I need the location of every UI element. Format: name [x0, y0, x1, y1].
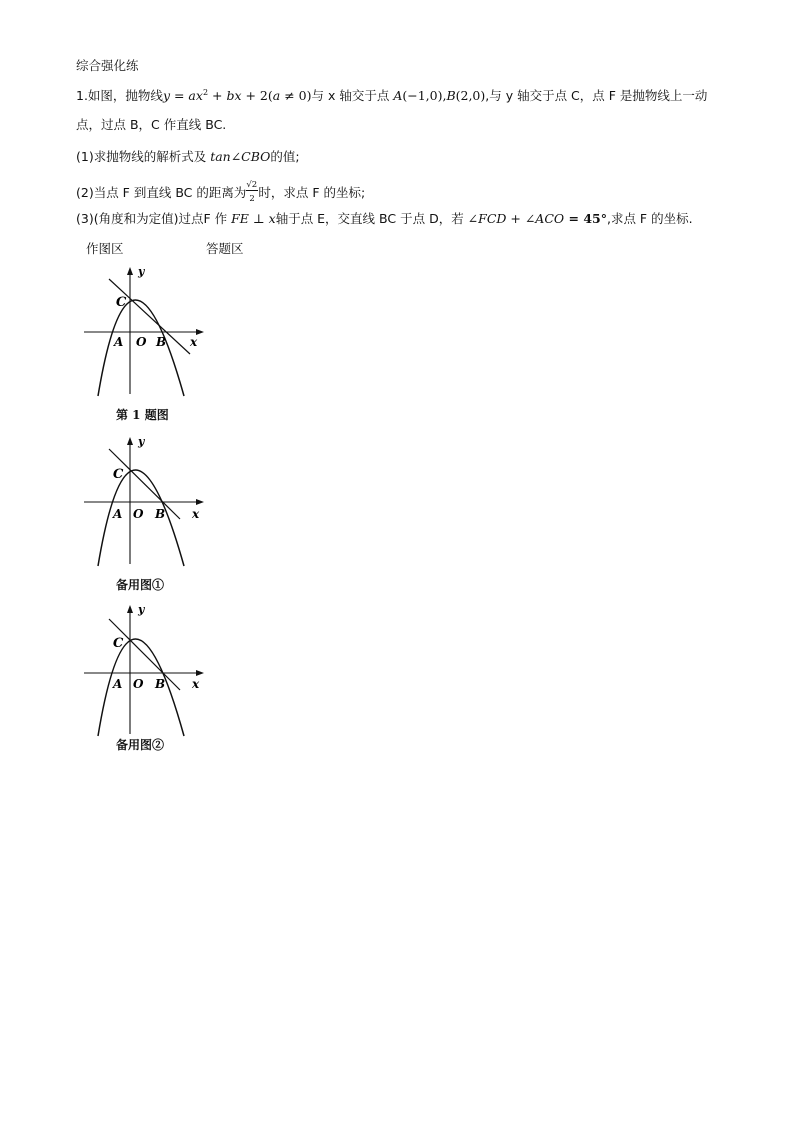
segment-fe: FE — [231, 211, 249, 226]
problem-intersect-y: ,与 y 轴交于点 C，点 F 是抛物线上一动 — [485, 88, 708, 103]
label-b: B — [155, 507, 166, 521]
question-1 — [76, 149, 300, 165]
fraction-numerator: √2 — [246, 180, 258, 190]
x-axis-arrow — [196, 499, 204, 505]
label-y: y — [138, 435, 145, 448]
section-title: 综合强化练 — [76, 58, 139, 73]
fraction-denominator: 2 — [249, 194, 255, 204]
eq-bx: bx — [226, 88, 242, 103]
eq-equals: = — [170, 88, 189, 103]
label-y: y — [138, 265, 145, 278]
figure-2-caption: 备用图① — [116, 578, 165, 592]
point-b-coord: (2,0) — [455, 88, 486, 103]
x-axis-arrow — [196, 329, 204, 335]
label-y: y — [138, 603, 145, 616]
label-b: B — [156, 335, 167, 349]
figure-1-caption: 第 1 题图 — [116, 408, 169, 422]
question-1-tan: tan∠CBO — [210, 149, 271, 164]
figure-3-graph — [80, 600, 210, 740]
question-2-end: 时，求点 F 的坐标; — [258, 185, 366, 200]
problem-line-1 — [76, 88, 707, 104]
question-3-mid: 轴于点 E，交直线 BC 于点 D，若 — [275, 211, 468, 226]
figure-1-graph — [80, 262, 210, 402]
label-a: A — [113, 677, 123, 691]
label-a: A — [113, 507, 123, 521]
figure-2-graph — [80, 432, 210, 572]
y-axis-arrow — [127, 605, 133, 613]
label-x: x — [192, 677, 200, 691]
question-1-end: 的值; — [270, 149, 300, 164]
y-axis-arrow — [127, 437, 133, 445]
fraction-root2-over-2 — [246, 179, 258, 203]
question-3-text: (3)(角度和为定值)过点F 作 — [76, 211, 232, 226]
angle-fcd: ∠FCD — [467, 211, 507, 226]
question-3-end: ,求点 F 的坐标. — [606, 211, 693, 226]
question-2-text: (2)当点 F 到直线 BC 的距离为 — [76, 185, 247, 200]
eq-y: y — [162, 88, 170, 103]
x-axis-arrow — [196, 670, 204, 676]
question-1-text: (1)求抛物线的解析式及 — [76, 149, 211, 164]
y-axis-arrow — [127, 267, 133, 275]
angle-plus: + — [506, 211, 525, 226]
figure-3-caption: 备用图② — [116, 738, 165, 752]
label-x: x — [190, 335, 198, 349]
label-c: C — [113, 636, 124, 651]
perp-symbol: ⊥ — [248, 211, 269, 226]
point-sep: , — [442, 88, 447, 103]
answer-area-label: 答题区 — [206, 241, 244, 256]
label-c: C — [116, 295, 127, 310]
axis-x: x — [268, 211, 276, 226]
point-a-coord: (−1,0) — [402, 88, 443, 103]
point-b: B — [446, 88, 456, 103]
point-a: A — [393, 88, 403, 103]
question-2 — [76, 179, 365, 203]
eq-ax: ax — [188, 88, 203, 103]
eq-square: 2 — [202, 88, 209, 97]
label-o: O — [133, 677, 144, 691]
label-b: B — [155, 677, 166, 691]
problem-intersect-x: 与 x 轴交于点 — [311, 88, 390, 103]
problem-intro: 1.如图，抛物线 — [76, 88, 163, 103]
label-x: x — [192, 507, 200, 521]
label-o: O — [133, 507, 144, 521]
label-c: C — [113, 467, 124, 482]
eq-not-zero: ≠ 0) — [280, 88, 312, 103]
angle-aco: ∠ACO — [524, 211, 565, 226]
eq-plus: + — [208, 88, 227, 103]
eq-plus-2: + 2( — [241, 88, 273, 103]
problem-line-2: 点，过点 B，C 作直线 BC. — [76, 117, 227, 132]
draw-area-label: 作图区 — [86, 241, 124, 256]
angle-sum-value: = 45° — [564, 211, 607, 226]
eq-a: a — [272, 88, 281, 103]
label-o: O — [136, 335, 147, 349]
question-3 — [76, 211, 693, 227]
label-a: A — [114, 335, 124, 349]
